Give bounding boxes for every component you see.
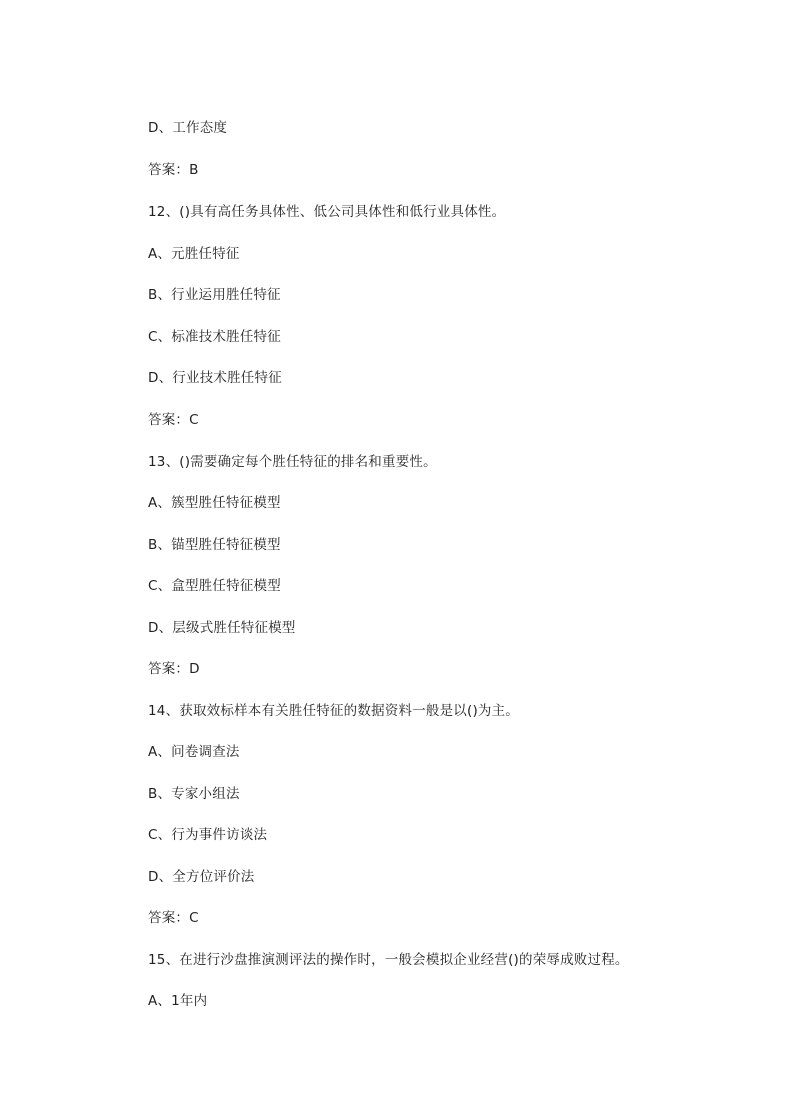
question-12: 12、()具有高任务具体性、低公司具体性和低行业具体性。	[148, 204, 506, 220]
question-13: 13、()需要确定每个胜任特征的排名和重要性。	[148, 454, 437, 470]
option-b-q13: B、锚型胜任特征模型	[148, 537, 281, 553]
option-c-q12: C、标准技术胜任特征	[148, 329, 281, 345]
answer-q12: 答案：C	[148, 412, 199, 428]
question-15: 15、在进行沙盘推演测评法的操作时，一般会模拟企业经营()的荣辱成败过程。	[148, 952, 629, 968]
option-c-q14: C、行为事件访谈法	[148, 827, 268, 843]
option-d-q12: D、行业技术胜任特征	[148, 370, 282, 386]
option-a-q12: A、元胜任特征	[148, 246, 240, 262]
option-d-q13: D、层级式胜任特征模型	[148, 620, 296, 636]
answer-q14: 答案：C	[148, 910, 199, 926]
option-b-q14: B、专家小组法	[148, 786, 240, 802]
option-a-q14: A、问卷调查法	[148, 744, 240, 760]
answer-q11: 答案：B	[148, 162, 199, 178]
question-14: 14、获取效标样本有关胜任特征的数据资料一般是以()为主。	[148, 703, 520, 719]
option-c-q13: C、盒型胜任特征模型	[148, 578, 281, 594]
answer-q13: 答案：D	[148, 661, 200, 677]
option-d-q11: D、工作态度	[148, 120, 228, 136]
option-d-q14: D、全方位评价法	[148, 869, 255, 885]
option-b-q12: B、行业运用胜任特征	[148, 287, 281, 303]
option-a-q13: A、簇型胜任特征模型	[148, 495, 281, 511]
option-a-q15: A、1年内	[148, 993, 208, 1009]
